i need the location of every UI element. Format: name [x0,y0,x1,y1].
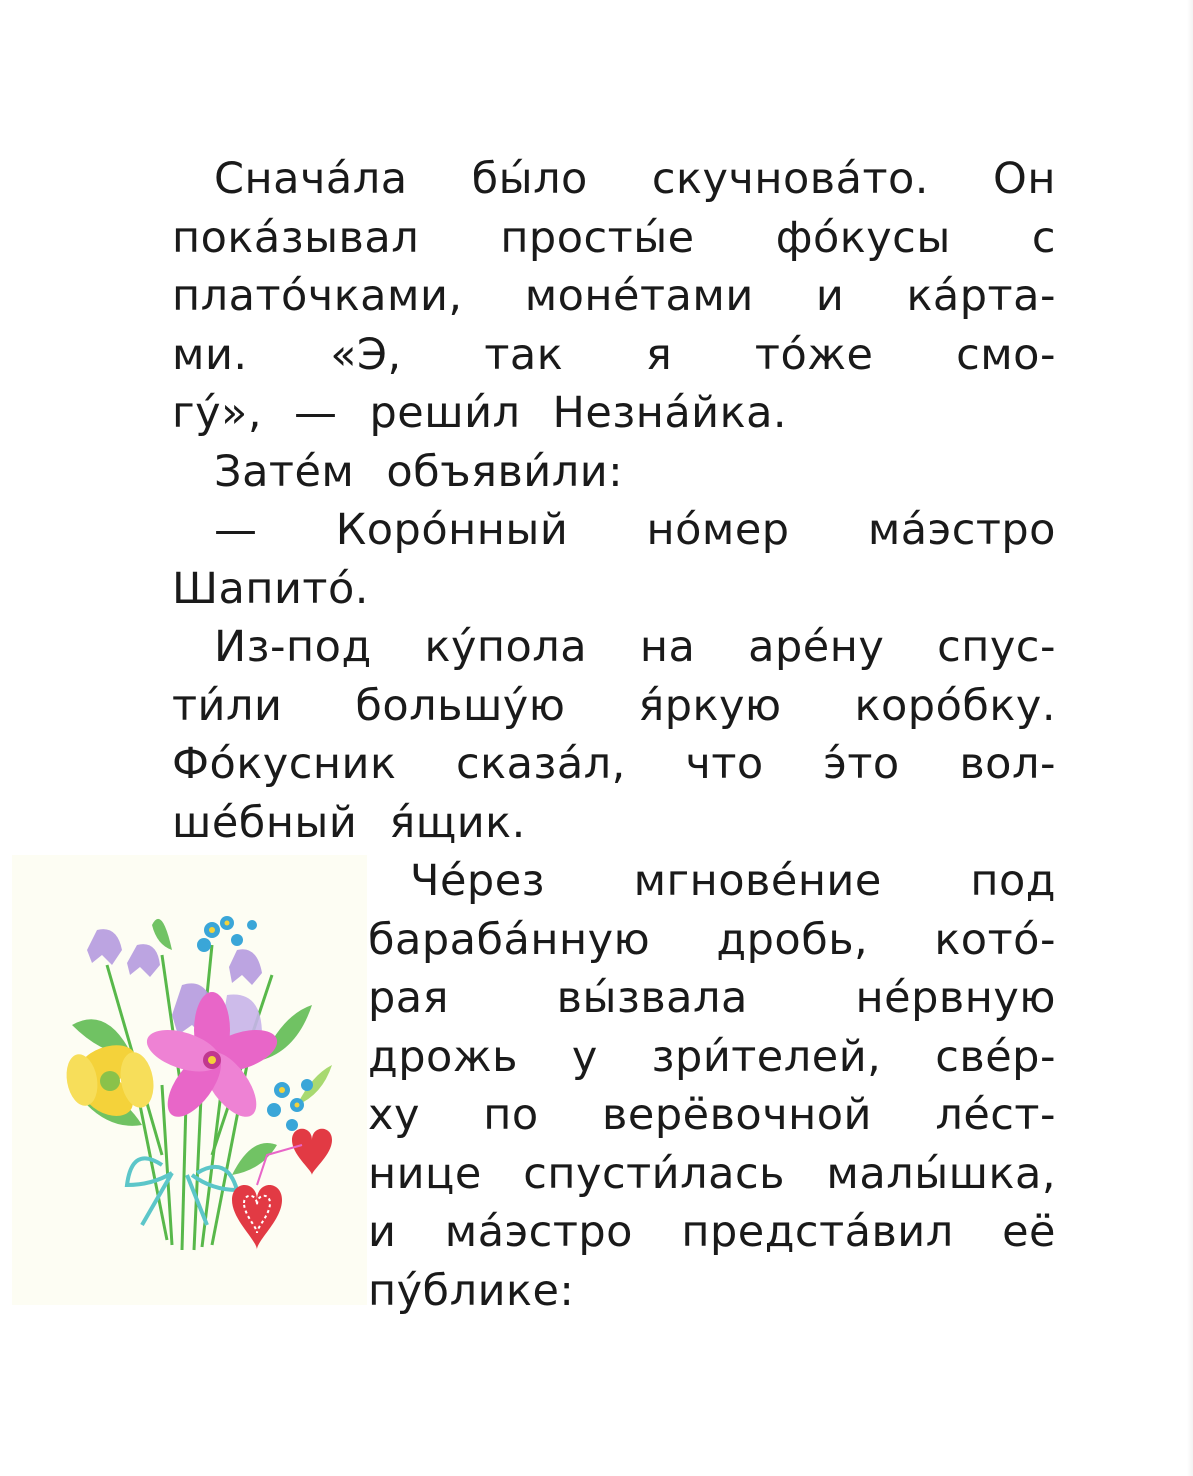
word: гу́», [172,388,263,438]
word: предста́вил [681,1207,954,1257]
word: дробь, [716,914,869,965]
word: пока́зывал [172,212,420,263]
word: малы́шка, [826,1148,1056,1199]
word: её [1002,1207,1056,1257]
word: рая [368,973,450,1023]
word: све́р- [935,1031,1056,1082]
word: ми. [172,329,248,380]
word: под [970,856,1056,906]
word: сказа́л, [456,739,626,789]
word: мгнове́ние [633,856,882,906]
word: но́мер [646,505,790,555]
page-edge [1187,0,1193,1476]
word: ма́эстро [867,505,1056,555]
word: э́то [823,739,900,789]
word: по [483,1090,539,1140]
word: пу́блике: [368,1265,575,1316]
word: ти́ли [172,680,283,731]
word: — [294,388,338,438]
word: плато́чками, [172,271,463,321]
word: Шапито́. [172,563,369,614]
word: я́ркую [638,680,782,731]
word: «Э, [330,329,402,380]
text-line [172,560,1056,619]
word: бы́ло [471,154,588,204]
word: так [484,329,564,380]
word: моне́тами [524,271,754,321]
text-line [172,150,1056,209]
bouquet-illustration [12,855,367,1305]
word: ле́ст- [935,1090,1056,1140]
word: Фо́кусник [172,739,397,789]
word: Коро́нный [335,505,569,555]
word: фо́кусы [775,212,951,263]
word: верёвочной [602,1090,872,1140]
word: дрожь [368,1031,518,1082]
word: ше́бный [172,797,358,848]
word: зри́телей, [651,1031,882,1082]
text-line [172,267,1056,326]
word: то́же [754,329,874,380]
word: просты́е [500,212,695,263]
word: нице [368,1148,482,1199]
word: спус- [937,622,1056,672]
word: ку́пола [424,622,588,672]
word: не́рвную [855,973,1056,1023]
word: аре́ну [748,622,885,672]
yellow-flower [63,1038,158,1125]
word: объяви́ли: [386,446,624,497]
word: Незна́йка. [552,388,788,438]
word: — [214,505,258,555]
text-line [172,209,1056,268]
word: с [1031,212,1056,263]
word: вы́звала [556,973,748,1023]
text-line [172,384,1056,443]
word: что [685,739,764,789]
text-line [172,735,1056,794]
word: ма́эстро [444,1207,633,1257]
word: скучнова́то. [651,154,929,204]
text-line [172,677,1056,736]
word: смо- [956,329,1056,380]
word: у [571,1031,598,1082]
word: вол- [959,739,1056,789]
text-line [172,501,1056,560]
word: на [639,622,696,672]
word: ху [368,1090,420,1140]
word: я [645,329,673,380]
word: кото́- [934,914,1056,965]
word: коро́бку. [854,680,1056,731]
word: реши́л [369,388,521,438]
word: Снача́ла [214,154,408,204]
word: Че́рез [410,856,546,906]
text-line [172,443,1056,502]
hearts [232,1129,332,1250]
word: Зате́м [214,446,355,497]
word: Он [993,154,1056,204]
text-line [172,618,1056,677]
word: и [368,1207,397,1257]
word: и [815,271,845,321]
text-line [172,326,1056,385]
word: Из-под [214,622,372,672]
word: спусти́лась [523,1148,785,1199]
word: ка́рта- [906,271,1056,321]
word: я́щик. [389,797,526,848]
text-line [172,794,1056,853]
word: большу́ю [355,680,566,731]
word: бараба́нную [368,914,651,965]
flower-bouquet-icon [12,855,367,1305]
